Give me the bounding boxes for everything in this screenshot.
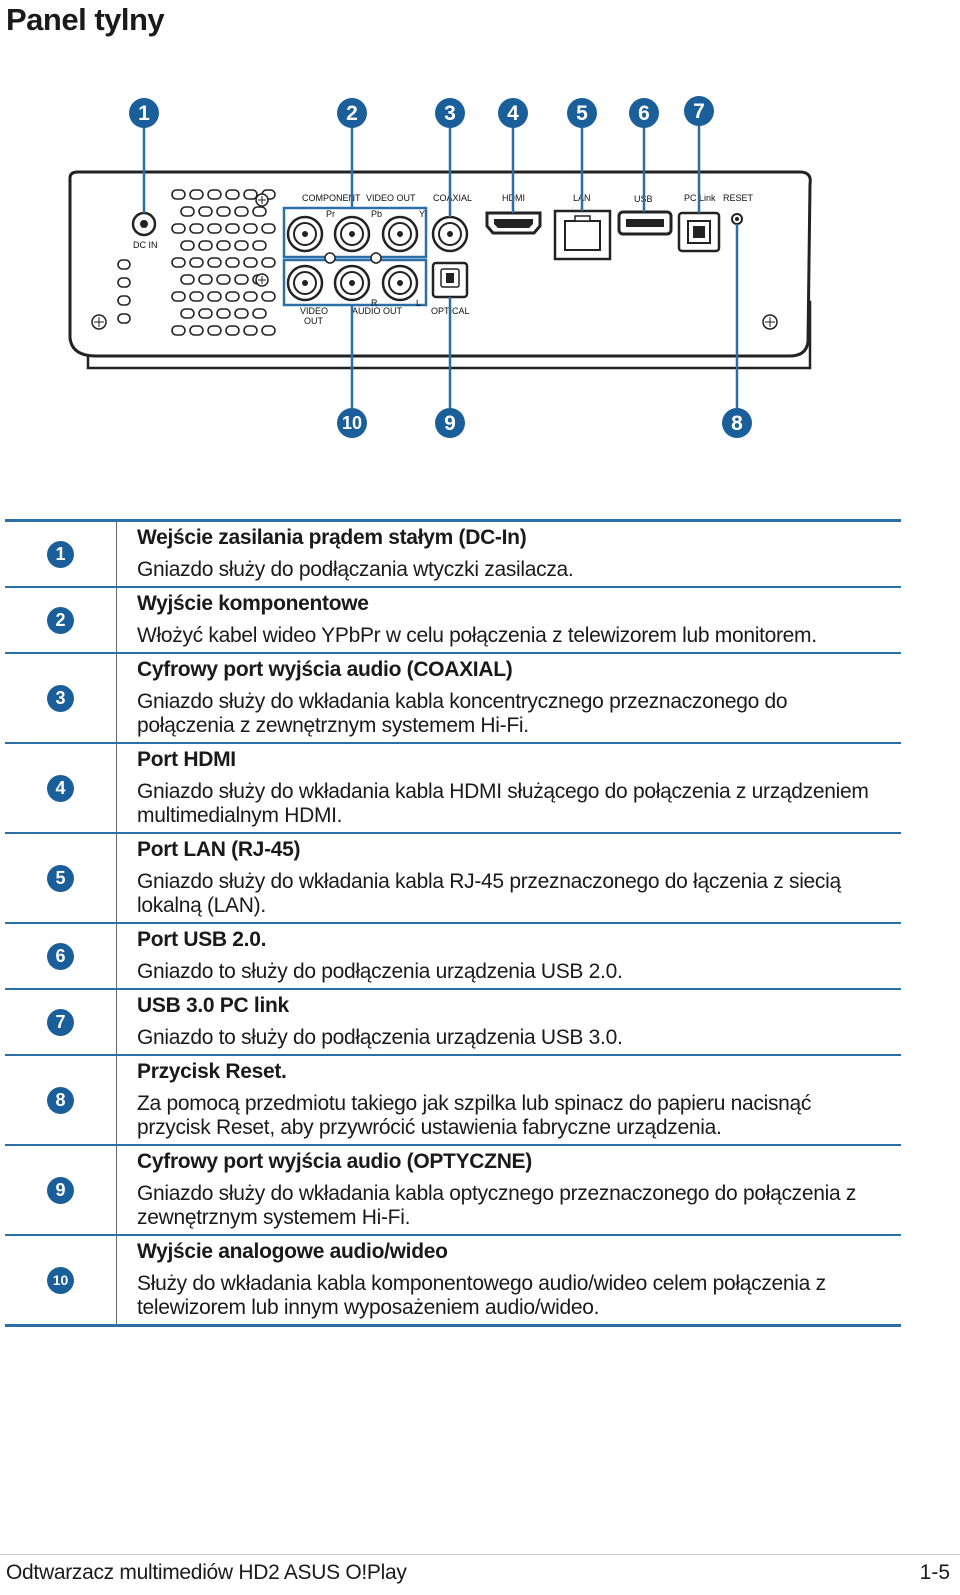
row-number-badge: 3: [47, 685, 74, 712]
vent-slot: [244, 224, 257, 233]
vent-slot: [199, 309, 212, 318]
footer-divider: [0, 1554, 960, 1555]
row-number-cell: [5, 1055, 117, 1145]
dc-in-port: [133, 213, 155, 235]
row-number-cell: [5, 1145, 117, 1235]
hdmi-label: HDMI: [502, 193, 525, 203]
vent-slot: [226, 326, 239, 335]
vent-slot: [262, 258, 275, 267]
row-number-cell: [5, 743, 117, 833]
svg-text:9: 9: [444, 412, 456, 435]
description-row: [5, 1055, 901, 1145]
item-description: Włożyć kabel wideo YPbPr w celu połączenia z telewizorem lub monitorem.: [137, 624, 817, 647]
vent-slot: [226, 258, 239, 267]
row-number-cell: [5, 989, 117, 1055]
vent-slot: [226, 292, 239, 301]
item-description: Gniazdo służy do wkładania kabla RJ-45 przeznaczonego do łączenia z siecią lokalną (LAN).: [137, 870, 841, 917]
row-number-cell: [5, 521, 117, 588]
vent-slot: [217, 275, 230, 284]
vent-slot: [226, 190, 239, 199]
reset-button-hole: [732, 214, 742, 224]
vent-slot: [208, 190, 221, 199]
vent-slot: [190, 190, 203, 199]
vent-slot: [253, 241, 266, 250]
item-description: Gniazdo służy do podłączania wtyczki zasilacza.: [137, 558, 574, 581]
vent-slot: [181, 207, 194, 216]
row-number-cell: [5, 653, 117, 743]
description-row: [5, 587, 901, 653]
row-number-badge: 7: [47, 1009, 74, 1036]
rear-panel-diagram: [0, 80, 960, 460]
item-title: Wyjście komponentowe: [137, 592, 369, 615]
item-title: Port HDMI: [137, 748, 236, 771]
hdmi-port: [487, 213, 540, 233]
item-title: Port USB 2.0.: [137, 928, 267, 951]
row-text-cell: [117, 1145, 902, 1235]
vent-slot: [172, 326, 185, 335]
svg-text:5: 5: [576, 102, 588, 125]
callout-2: [337, 98, 367, 128]
vent-slot: [199, 275, 212, 284]
vent-slot: [262, 326, 275, 335]
vent-slot: [172, 190, 185, 199]
row-number-badge: 2: [47, 607, 74, 634]
callout-8: [722, 408, 752, 438]
coaxial-port: [433, 217, 467, 251]
svg-text:7: 7: [693, 100, 705, 123]
vent-slot: [262, 224, 275, 233]
row-text-cell: [117, 833, 902, 923]
component-label: COMPONENT: [302, 193, 361, 203]
svg-text:8: 8: [731, 412, 743, 435]
row-number-badge: 10: [47, 1267, 74, 1294]
vent-slot: [199, 207, 212, 216]
row-number-badge: 9: [47, 1177, 74, 1204]
vent-slot: [226, 224, 239, 233]
vent-slot: [253, 207, 266, 216]
vent-slot: [118, 314, 130, 323]
vent-slot: [253, 309, 266, 318]
item-description: Gniazdo służy do wkładania kabla optycznego przeznaczonego do połączenia z zewnętrznym systemem Hi-Fi.: [137, 1182, 857, 1229]
port-description-table: [5, 519, 901, 1327]
row-text-cell: [117, 923, 902, 989]
item-description: Gniazdo służy do wkładania kabla HDMI służącego do połączenia z urządzeniem multimedialnym HDMI.: [137, 780, 869, 827]
vent-slot: [172, 292, 185, 301]
pb-label: Pb: [371, 209, 383, 219]
item-title: Port LAN (RJ-45): [137, 838, 301, 861]
row-number-badge: 4: [47, 775, 74, 802]
item-description: Gniazdo służy do wkładania kabla koncentrycznego przeznaczonego do połączenia z zewnętrznym systemem Hi-Fi.: [137, 690, 788, 737]
callout-10: [337, 408, 367, 438]
row-text-cell: [117, 1235, 902, 1326]
item-description: Za pomocą przedmiotu takiego jak szpilka lub spinacz do papieru nacisnąć przycisk Reset, aby przywrócić ustawienia fabryczne urządzenia.: [137, 1092, 812, 1139]
video-label: VIDEO: [300, 306, 329, 316]
vent-slot: [244, 292, 257, 301]
row-text-cell: [117, 1055, 902, 1145]
svg-text:2: 2: [346, 102, 358, 125]
item-title: Przycisk Reset.: [137, 1060, 287, 1083]
item-title: Wyjście analogowe audio/wideo: [137, 1240, 448, 1263]
vent-slot: [181, 309, 194, 318]
item-title: Cyfrowy port wyjścia audio (OPTYCZNE): [137, 1150, 532, 1173]
vent-slot: [172, 224, 185, 233]
footer-product-name: Odtwarzacz multimediów HD2 ASUS O!Play: [6, 1561, 407, 1584]
pc-link-port: [679, 213, 719, 251]
description-row: [5, 653, 901, 743]
optical-port: [433, 263, 467, 297]
svg-text:10: 10: [341, 413, 363, 433]
description-row: [5, 833, 901, 923]
vent-slot: [217, 241, 230, 250]
vent-slot: [217, 207, 230, 216]
vent-slot: [118, 296, 130, 305]
vent-slot: [190, 326, 203, 335]
l-label: L: [416, 298, 422, 308]
svg-text:6: 6: [638, 102, 650, 125]
reset-label: RESET: [723, 193, 754, 203]
pr-label: Pr: [326, 209, 335, 219]
out-label: OUT: [304, 316, 323, 326]
item-title: Wejście zasilania prądem stałym (DC-In): [137, 526, 527, 549]
vent-slot: [190, 224, 203, 233]
row-number-cell: [5, 587, 117, 653]
vent-slot: [244, 258, 257, 267]
usb-port: [619, 212, 671, 234]
vent-slot: [235, 275, 248, 284]
item-title: Cyfrowy port wyjścia audio (COAXIAL): [137, 658, 513, 681]
vent-slot: [208, 326, 221, 335]
callout-9: [435, 408, 465, 438]
row-text-cell: [117, 653, 902, 743]
footer-page-number: 1-5: [919, 1561, 950, 1584]
row-number-cell: [5, 833, 117, 923]
row-number-cell: [5, 923, 117, 989]
callout-3: [435, 98, 465, 128]
row-number-badge: 6: [47, 943, 74, 970]
vent-slot: [208, 258, 221, 267]
vent-slot: [235, 207, 248, 216]
pc-link-label: PC Link: [684, 193, 716, 203]
lan-label: LAN: [573, 193, 591, 203]
vent-slot: [199, 241, 212, 250]
vent-slot: [235, 309, 248, 318]
row-number-badge: 5: [47, 865, 74, 892]
svg-text:1: 1: [138, 102, 150, 125]
lan-port: [555, 211, 610, 259]
callout-6: [629, 98, 659, 128]
row-number-cell: [5, 1235, 117, 1326]
row-text-cell: [117, 989, 902, 1055]
callout-1: [129, 98, 159, 128]
row-number-badge: 1: [47, 541, 74, 568]
callout-7: [684, 96, 714, 126]
row-text-cell: [117, 587, 902, 653]
description-row: [5, 743, 901, 833]
item-description: Gniazdo to służy do podłączenia urządzenia USB 2.0.: [137, 960, 623, 983]
y-label: Y: [419, 209, 426, 219]
item-description: Gniazdo to służy do podłączenia urządzenia USB 3.0.: [137, 1026, 623, 1049]
item-title: USB 3.0 PC link: [137, 994, 289, 1017]
vent-slot: [118, 260, 130, 269]
description-row: [5, 1235, 901, 1326]
dc-in-label: DC IN: [133, 240, 158, 250]
callout-4: [498, 98, 528, 128]
row-text-cell: [117, 521, 902, 588]
svg-text:3: 3: [444, 102, 456, 125]
vent-slot: [217, 309, 230, 318]
item-description: Służy do wkładania kabla komponentowego audio/wideo celem połączenia z telewizorem lub innym wyposażeniem audio/wideo.: [137, 1272, 826, 1319]
optical-label: OPTICAL: [431, 306, 470, 316]
vent-slot: [190, 258, 203, 267]
vent-slot: [118, 278, 130, 287]
coaxial-label: COAXIAL: [433, 193, 473, 203]
vent-slot: [181, 241, 194, 250]
svg-text:4: 4: [507, 102, 519, 125]
vent-slot: [208, 224, 221, 233]
audio-out-label: AUDIO OUT: [352, 306, 403, 316]
description-row: [5, 989, 901, 1055]
usb-label: USB: [634, 194, 653, 204]
vent-slot: [190, 292, 203, 301]
vent-slot: [208, 292, 221, 301]
vent-slot: [172, 258, 185, 267]
vent-slot: [244, 190, 257, 199]
description-row: [5, 923, 901, 989]
r-label: R: [371, 298, 378, 308]
vent-slot: [235, 241, 248, 250]
page-title: Panel tylny: [6, 2, 165, 37]
description-row: [5, 1145, 901, 1235]
vent-slot: [262, 292, 275, 301]
callout-5: [567, 98, 597, 128]
row-text-cell: [117, 743, 902, 833]
row-number-badge: 8: [47, 1087, 74, 1114]
description-row: [5, 521, 901, 588]
vent-slot: [181, 275, 194, 284]
video-out-label: VIDEO OUT: [366, 193, 416, 203]
vent-slot: [244, 326, 257, 335]
